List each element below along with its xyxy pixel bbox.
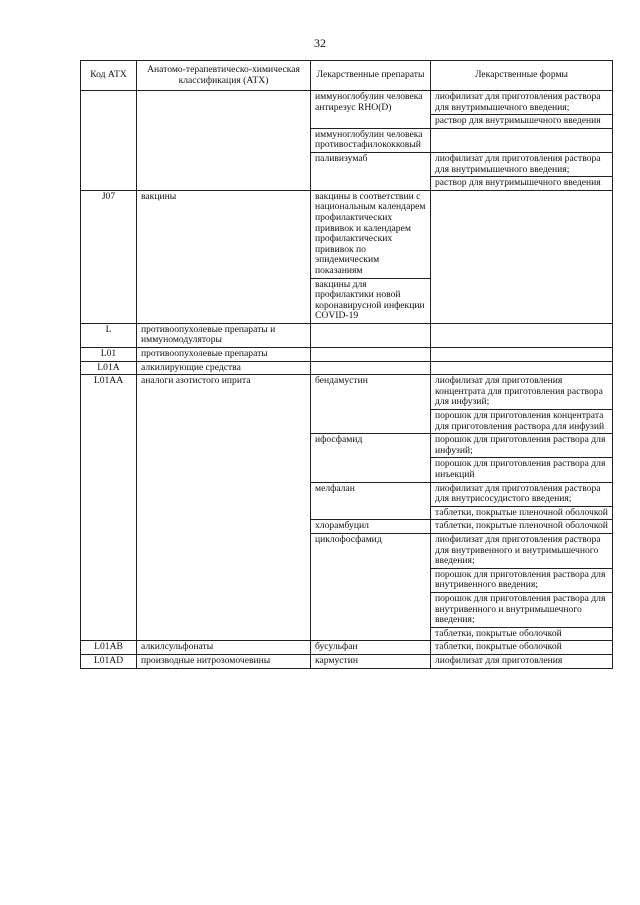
atx-class-cell: вакцины: [137, 190, 311, 323]
atx-code-cell: L01: [81, 348, 137, 362]
atx-code-cell: L01AA: [81, 375, 137, 641]
form-cell: [431, 190, 613, 323]
atx-class-cell: производные нитрозомочевины: [137, 654, 311, 668]
atx-code-cell: L01AB: [81, 641, 137, 655]
form-cell: [431, 323, 613, 347]
table-row: [81, 654, 613, 668]
atx-code-cell: L: [81, 323, 137, 347]
drug-cell: вакцины в соответствии с национальным календарем профилактических прививок и календарем профилактических прививок по эпидемическим показаниям: [311, 190, 431, 278]
atx-class-cell: [137, 91, 311, 191]
atx-class-cell: противоопухолевые препараты и иммуномодуляторы: [137, 323, 311, 347]
drug-cell: [311, 348, 431, 362]
drug-cell: бендамустин: [311, 375, 431, 434]
header-atx-classification: Анатомо-терапевтическо-химическая классификация (АТХ): [137, 61, 311, 91]
form-cell: лиофилизат для приготовления концентрата для приготовления раствора для инфузий;: [431, 375, 613, 410]
form-cell: порошок для приготовления раствора для инфузий;: [431, 434, 613, 458]
table-row: [81, 361, 613, 375]
page-number: 32: [314, 36, 326, 50]
form-cell: [431, 348, 613, 362]
table-header-row: [81, 61, 613, 91]
form-cell: порошок для приготовления раствора для внутривенного введения;: [431, 568, 613, 592]
form-cell: лиофилизат для приготовления раствора для внутривенного и внутримышечного введения;: [431, 533, 613, 568]
form-cell: порошок для приготовления раствора для инъекций: [431, 458, 613, 482]
form-cell: [431, 128, 613, 152]
header-drugs: Лекарственные препараты: [311, 61, 431, 91]
form-cell: лиофилизат для приготовления раствора для внутрисосудистого введения;: [431, 482, 613, 506]
form-cell: таблетки, покрытые оболочкой: [431, 627, 613, 641]
drug-cell: [311, 323, 431, 347]
form-cell: раствор для внутримышечного введения: [431, 177, 613, 191]
form-cell: порошок для приготовления раствора для внутривенного и внутримышечного введения;: [431, 592, 613, 627]
drug-cell: паливизумаб: [311, 152, 431, 190]
table-row: [81, 323, 613, 347]
header-atx-code: Код АТХ: [81, 61, 137, 91]
header-dosage-forms: Лекарственные формы: [431, 61, 613, 91]
atx-class-cell: противоопухолевые препараты: [137, 348, 311, 362]
atx-class-cell: аналоги азотистого иприта: [137, 375, 311, 641]
atx-code-cell: L01A: [81, 361, 137, 375]
drug-cell: [311, 361, 431, 375]
drug-cell: хлорамбуцил: [311, 520, 431, 534]
form-cell: [431, 361, 613, 375]
table-row: [81, 190, 613, 278]
atx-code-cell: [81, 91, 137, 191]
table-row: [81, 348, 613, 362]
form-cell: таблетки, покрытые пленочной оболочкой: [431, 520, 613, 534]
form-cell: лиофилизат для приготовления раствора для внутримышечного введения;: [431, 91, 613, 115]
form-cell: порошок для приготовления концентрата для приготовления раствора для инфузий: [431, 410, 613, 434]
table-row: [81, 641, 613, 655]
atx-code-cell: L01AD: [81, 654, 137, 668]
table-row: [81, 91, 613, 115]
table-row: [81, 375, 613, 410]
form-cell: таблетки, покрытые оболочкой: [431, 641, 613, 655]
form-cell: таблетки, покрытые пленочной оболочкой: [431, 506, 613, 520]
atx-class-cell: алкилсульфонаты: [137, 641, 311, 655]
drug-cell: бусульфан: [311, 641, 431, 655]
drug-cell: вакцины для профилактики новой коронавирусной инфекции COVID-19: [311, 278, 431, 323]
drug-cell: циклофосфамид: [311, 533, 431, 640]
atx-class-cell: алкилирующие средства: [137, 361, 311, 375]
atx-code-cell: J07: [81, 190, 137, 323]
form-cell: лиофилизат для приготовления раствора для внутримышечного введения;: [431, 152, 613, 176]
form-cell: раствор для внутримышечного введения: [431, 115, 613, 129]
drug-cell: ифосфамид: [311, 434, 431, 482]
drug-cell: иммуноглобулин человека противостафилококковый: [311, 128, 431, 152]
atx-drug-table: [80, 60, 613, 669]
drug-cell: мелфалан: [311, 482, 431, 520]
form-cell: лиофилизат для приготовления: [431, 654, 613, 668]
drug-cell: кармустин: [311, 654, 431, 668]
drug-cell: иммуноглобулин человека антирезус RHO(D): [311, 91, 431, 129]
